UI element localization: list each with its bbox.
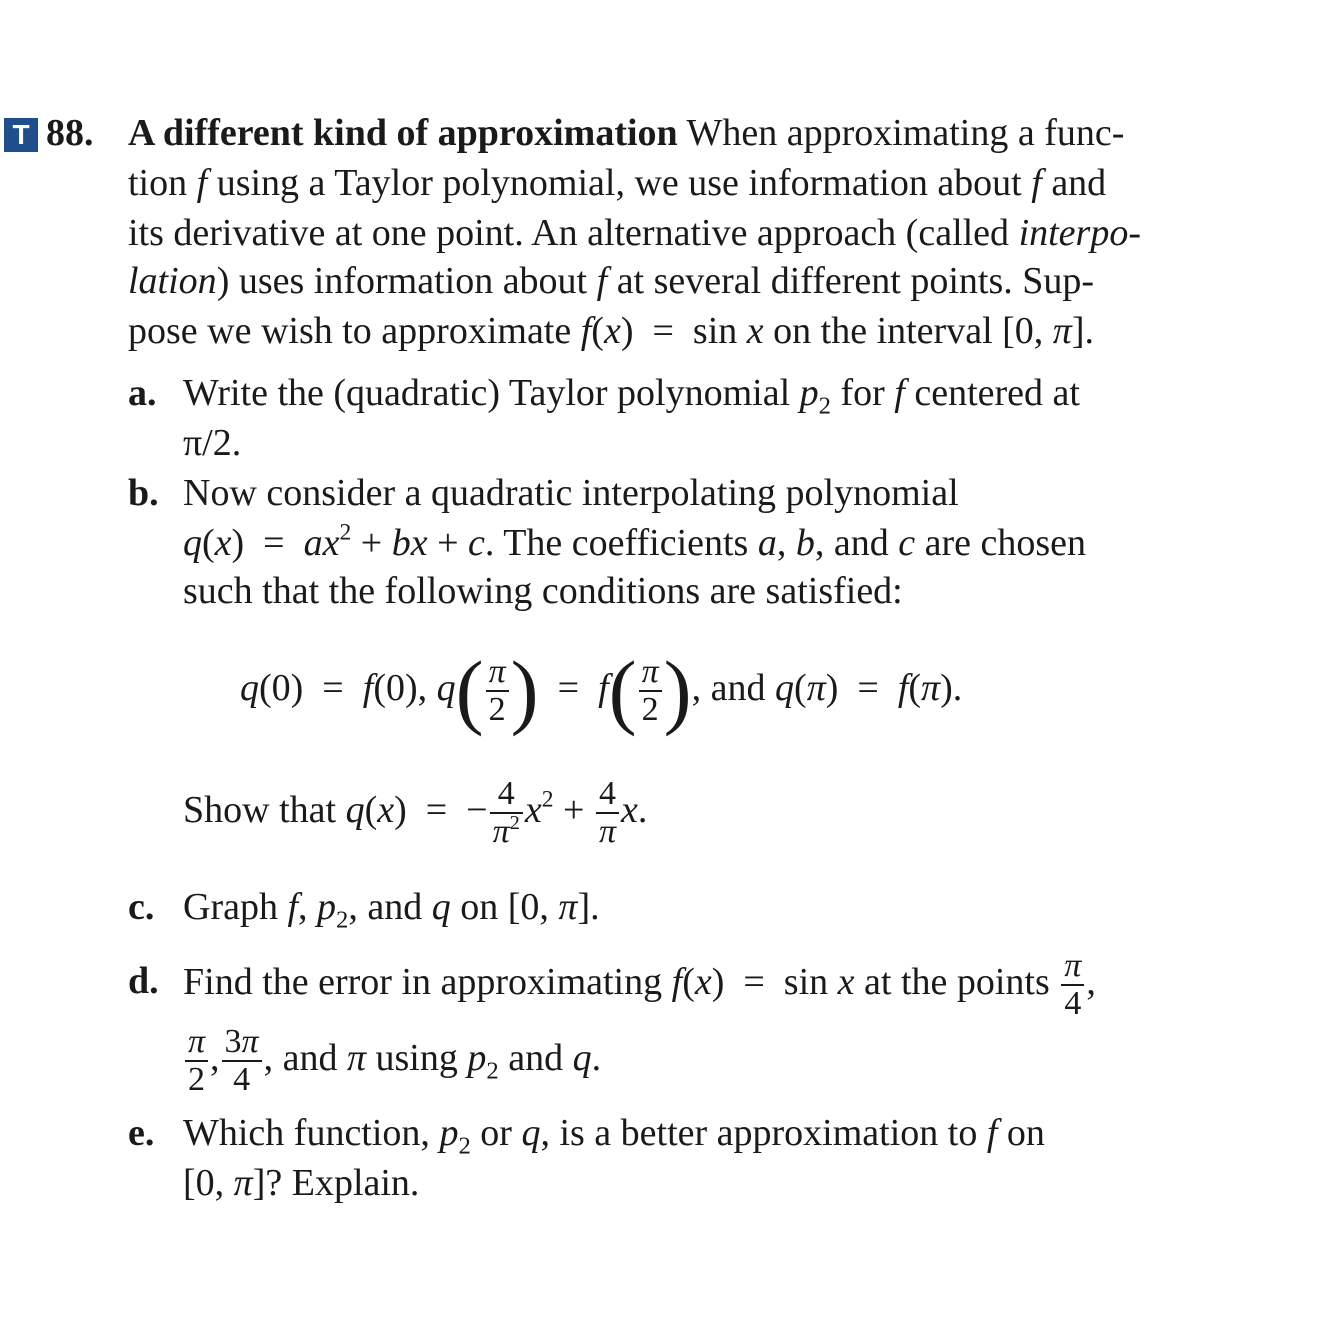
part-d-line-1: Find the error in approximating f(x) = sin x at the points $\frac{\pi}{4}$ ,: [183, 947, 1096, 1023]
part-b-label: b.: [128, 472, 159, 514]
problem-number: 88.: [46, 112, 94, 154]
intro-line-1: A different kind of approximation When approximating a func-: [128, 112, 1125, 154]
part-a-label: a.: [128, 372, 157, 414]
part-b-line-3: such that the following conditions are satisfied:: [183, 570, 903, 612]
problem-title: A different kind of approximation: [128, 112, 678, 154]
textbook-badge-icon: T: [4, 118, 38, 152]
part-b-line-1: Now consider a quadratic interpolating polynomial: [183, 472, 959, 514]
part-e-line-1: Which function, $p_2$ or q, is a better approximation to f on: [183, 1112, 1045, 1160]
part-a-line-1: Write the (quadratic) Taylor polynomial $p_2$ for f centered at: [183, 372, 1080, 420]
part-e-line-2: [0, π]? Explain.: [183, 1162, 420, 1204]
part-c-line-1: Graph f, $p_2$, and q on [0, π].: [183, 886, 600, 934]
show-that-equation: Show that q(x) = − $\frac{4}{\pi^2}$ $x^2$ + $\frac{4}{\pi}$ x.: [183, 775, 648, 851]
intro-line-3: its derivative at one point. An alternative approach (called interpo-: [128, 212, 1141, 254]
intro-line-5: pose we wish to approximate f(x) = sin x on the interval [0, π].: [128, 310, 1094, 352]
part-d-line-2: $\frac{\pi}{2}$ , $\frac{3\pi}{4}$ , and π using $p_2$ and q.: [183, 1016, 601, 1100]
conditions-equation: q(0) = f(0), q( $\frac{\pi}{2}$ ) = f( $\frac{\pi}{2}$ ), and q(π) = f(π).: [240, 644, 963, 738]
intro-line-2: tion f using a Taylor polynomial, we use information about f and: [128, 162, 1107, 204]
part-d-label: d.: [128, 960, 159, 1002]
part-c-label: c.: [128, 886, 155, 928]
part-a-line-2: π/2.: [183, 422, 242, 464]
part-e-label: e.: [128, 1112, 155, 1154]
part-b-line-2: $q(x) = ax^2$ + bx + c. The coefficients a, b, and c are chosen: [183, 519, 1087, 564]
intro-line-4: lation) uses information about f at several different points. Sup-: [128, 260, 1095, 302]
